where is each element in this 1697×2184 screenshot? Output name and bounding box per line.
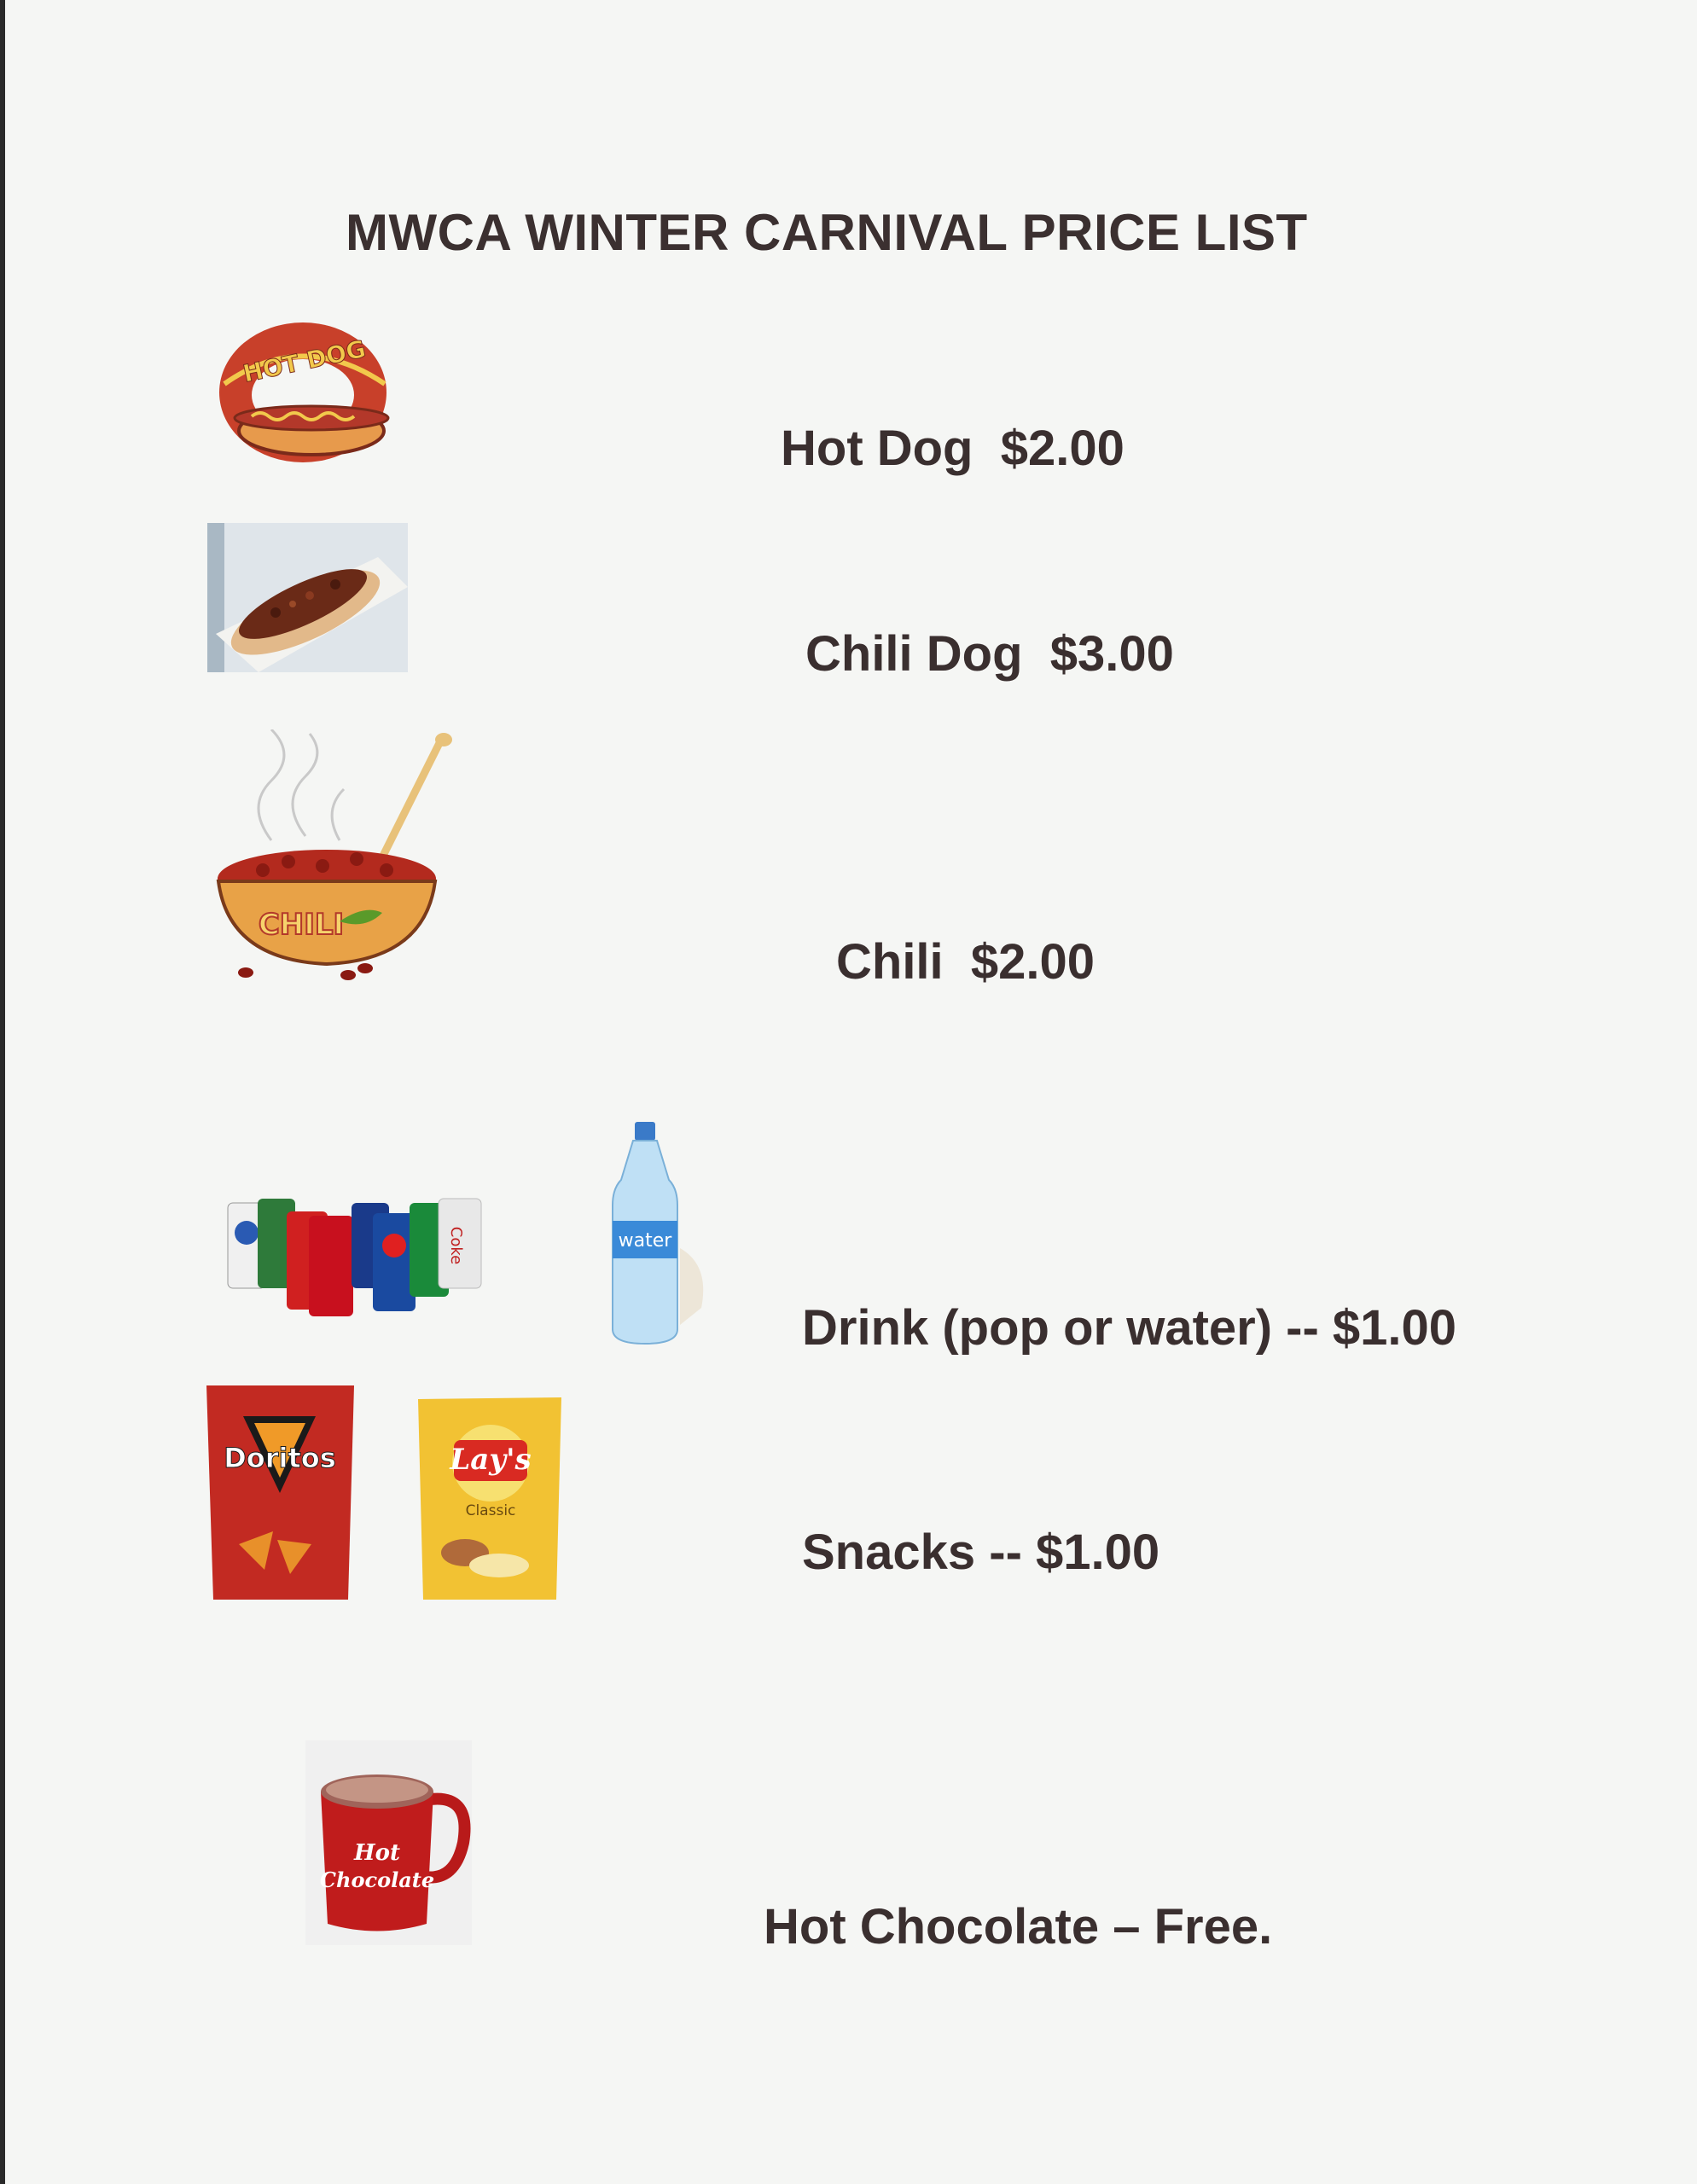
item-snacks: Snacks -- $1.00 xyxy=(802,1525,1160,1580)
mug-text-line1: Hot xyxy=(354,1840,400,1866)
chili-bowl-icon xyxy=(212,729,455,981)
mug-text-line2: Chocolate xyxy=(319,1867,435,1892)
page-title: MWCA WINTER CARNIVAL PRICE LIST xyxy=(346,204,1308,261)
chili-dog-icon xyxy=(207,523,408,672)
water-bottle-icon xyxy=(607,1120,718,1346)
hot-chocolate-mug-icon xyxy=(305,1740,472,1945)
chili-bowl-text: CHILI xyxy=(258,908,345,942)
item-chili-dog: Chili Dog $3.00 xyxy=(805,626,1174,682)
hot-dog-logo-text: HOT DOG xyxy=(240,334,369,388)
item-chili: Chili $2.00 xyxy=(836,934,1095,990)
item-drink: Drink (pop or water) -- $1.00 xyxy=(802,1300,1457,1356)
item-hot-chocolate: Hot Chocolate – Free. xyxy=(764,1899,1273,1955)
item-hot-dog: Hot Dog $2.00 xyxy=(781,421,1125,476)
lays-sub-label: Classic xyxy=(465,1502,516,1519)
water-label: water xyxy=(618,1230,672,1252)
doritos-label: Doritos xyxy=(224,1442,336,1474)
page-edge xyxy=(0,0,5,2184)
lays-label: Lay's xyxy=(450,1443,532,1477)
chip-bags-icon xyxy=(205,1382,563,1604)
svg-text:Coke: Coke xyxy=(447,1226,465,1265)
soda-cans-icon xyxy=(224,1194,488,1318)
hot-dog-icon xyxy=(218,311,392,465)
